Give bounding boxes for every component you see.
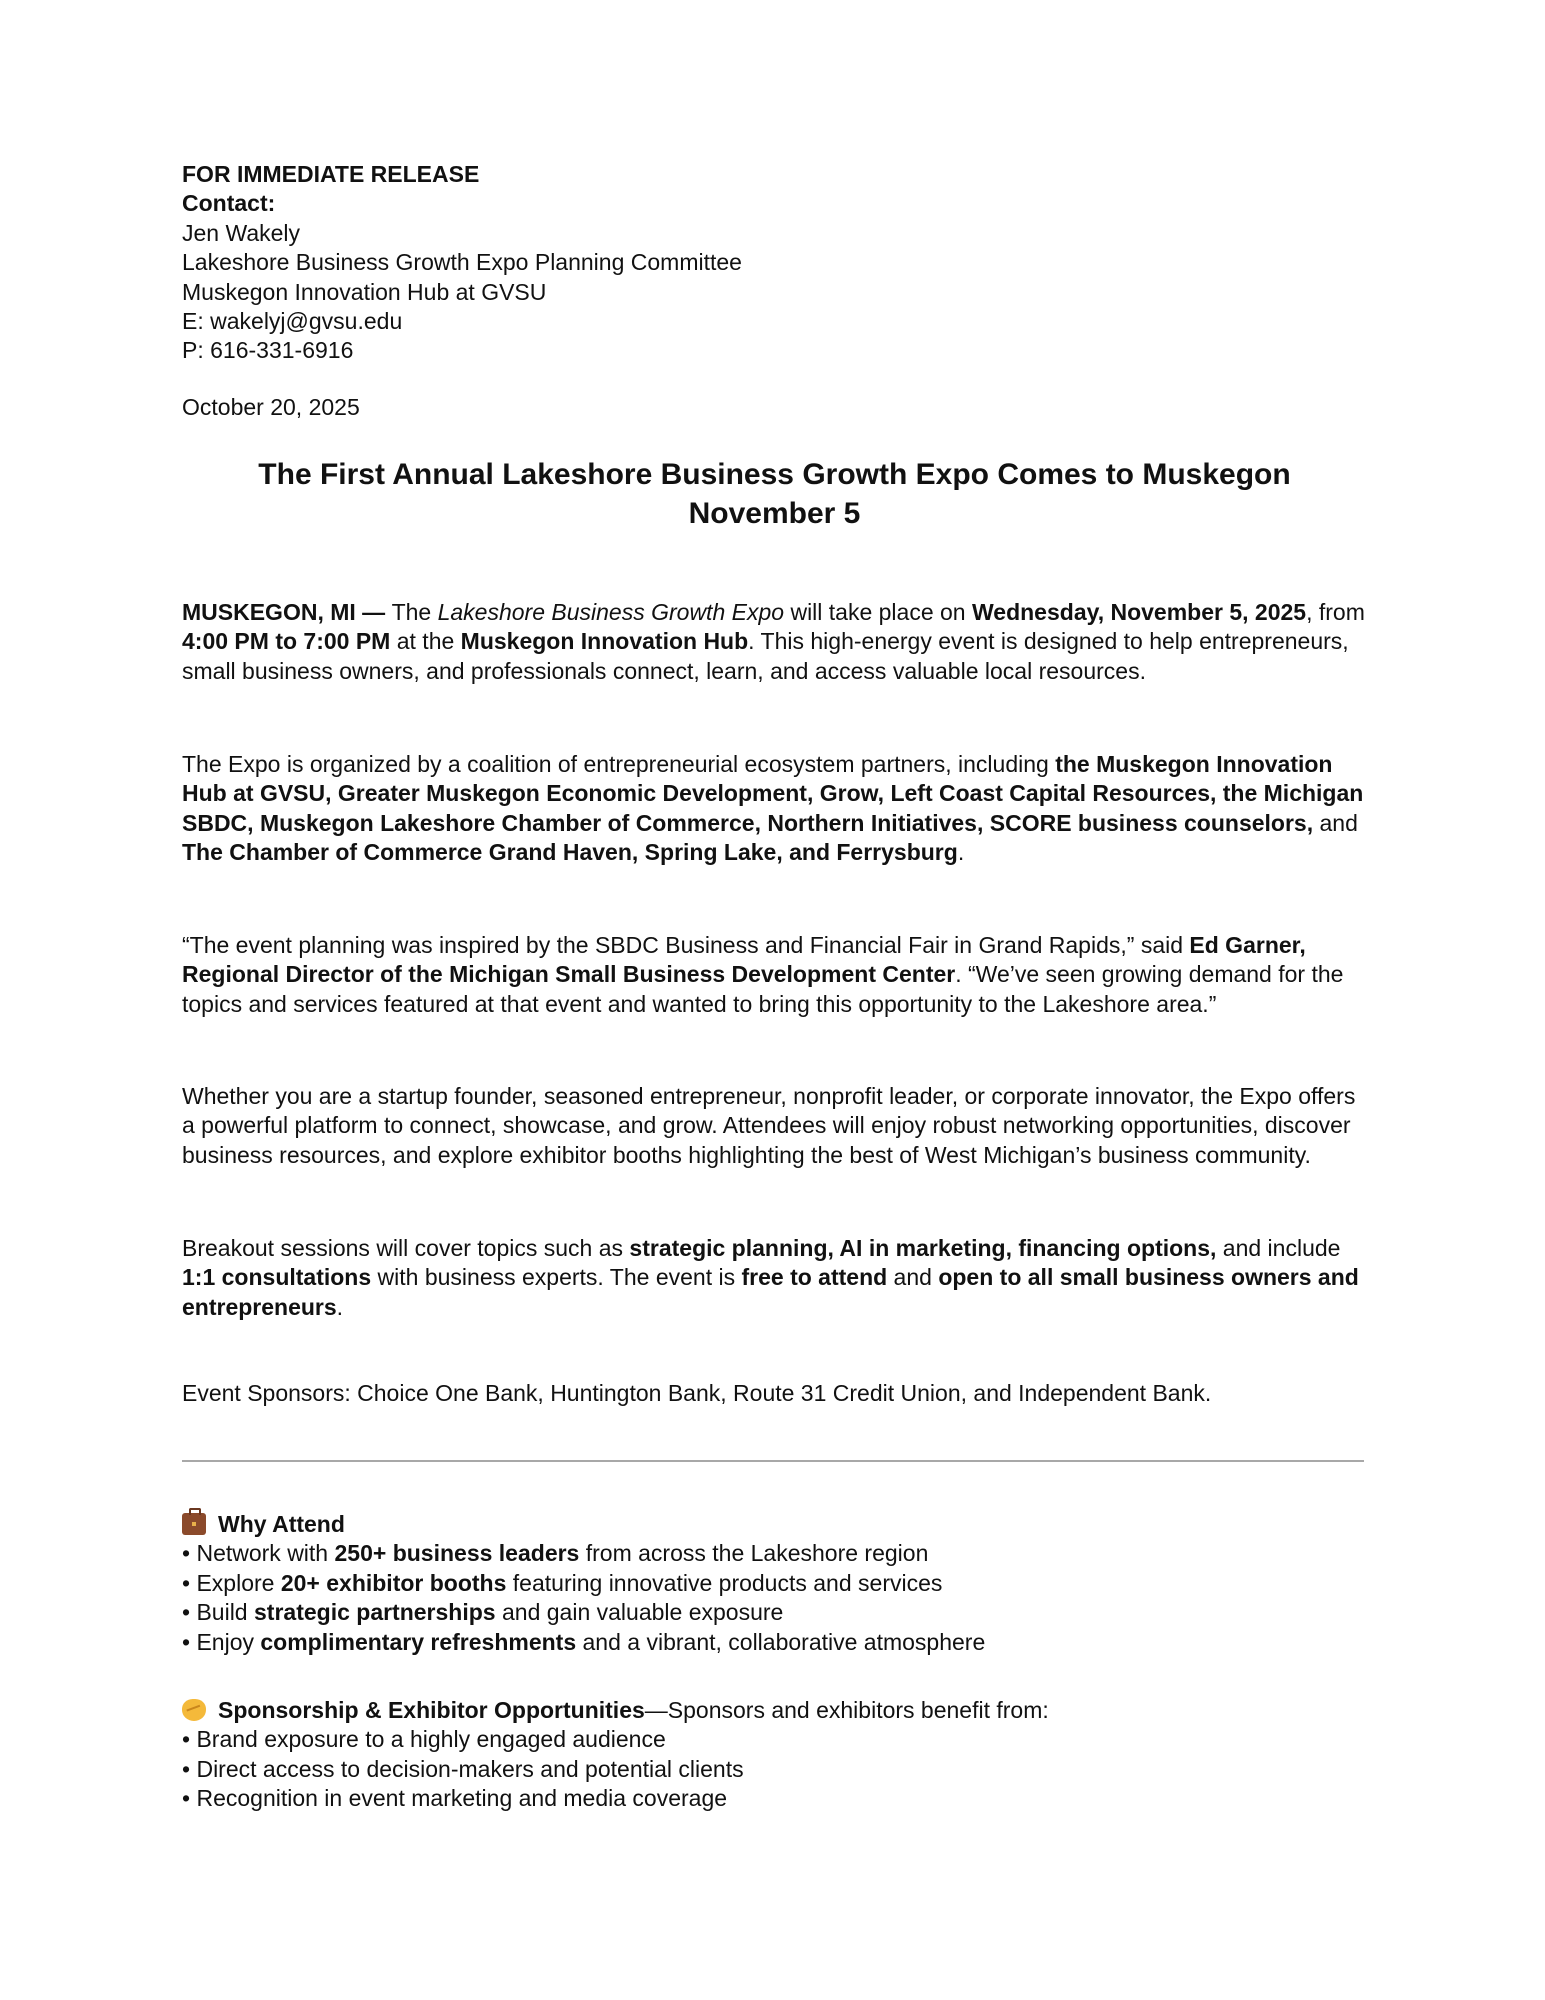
list-item bbox=[182, 1725, 1367, 1754]
bold-text: Wednesday, November 5, 2025 bbox=[972, 599, 1307, 625]
list-item bbox=[182, 1784, 1367, 1813]
bold-text: Ed Garner, Regional Director of the Michigan Small Business Development Center bbox=[182, 932, 1306, 988]
text-run: Enjoy bbox=[196, 1628, 261, 1655]
text-run: . bbox=[957, 839, 965, 866]
bold-text: The Chamber of Commerce Grand Haven, Spring Lake, and Ferrysburg bbox=[182, 839, 958, 866]
bold-text: the Muskegon Innovation Hub at GVSU, Greater Muskegon Economic Development, Grow, Left Coast Capital Resources, the Michigan SBDC, Muskegon Lakeshore Chamber of Commerce, Northern Initiatives, SCORE business counselors, bbox=[182, 751, 1364, 836]
briefcase-icon bbox=[182, 1513, 206, 1535]
text-run: Build bbox=[196, 1599, 254, 1626]
text-run: and a vibrant, collaborative atmosphere bbox=[576, 1628, 986, 1655]
bold-text: 250+ business leaders bbox=[334, 1540, 580, 1567]
paragraph bbox=[182, 931, 1367, 1019]
text-run: . “We’ve seen growing demand for the topics and services featured at that event and wanted to bring this opportunity to the Lakeshore area.” bbox=[182, 961, 1344, 1017]
text-run: and include bbox=[1216, 1235, 1341, 1261]
text-run: “The event planning was inspired by the SBDC Business and Financial Fair in Grand Rapids,” said bbox=[182, 932, 1190, 958]
paragraph bbox=[182, 1082, 1367, 1170]
contact-block bbox=[182, 160, 1367, 366]
text-run: Direct access to decision-makers and potential clients bbox=[196, 1755, 744, 1782]
page-title: The First Annual Lakeshore Business Growth Expo Comes to Muskegon November 5 bbox=[258, 458, 1291, 530]
paragraph bbox=[182, 598, 1367, 686]
list-item bbox=[182, 1628, 1367, 1657]
why-attend-list bbox=[182, 1539, 1367, 1657]
bold-text: free to attend bbox=[741, 1264, 888, 1291]
bold-text: Muskegon Innovation Hub bbox=[460, 628, 749, 655]
list-item bbox=[182, 1539, 1367, 1568]
sponsorship-section bbox=[182, 1696, 1367, 1814]
bold-text: 20+ exhibitor booths bbox=[280, 1569, 507, 1596]
bold-text: MUSKEGON, MI — bbox=[182, 599, 392, 625]
text-run: The Expo is organized by a coalition of entrepreneurial ecosystem partners, including bbox=[182, 751, 1056, 777]
sponsorship-list bbox=[182, 1725, 1367, 1813]
list-item bbox=[182, 1755, 1367, 1784]
text-run: and bbox=[887, 1264, 939, 1291]
text-run: and gain valuable exposure bbox=[495, 1599, 784, 1626]
text-run: . bbox=[336, 1293, 344, 1320]
text-run: will take place on bbox=[784, 599, 972, 625]
text-run: Event Sponsors: Choice One Bank, Huntington Bank, Route 31 Credit Union, and Independent Bank. bbox=[182, 1380, 1212, 1406]
sponsorship-heading: Sponsorship & Exhibitor Opportunities bbox=[218, 1697, 645, 1723]
text-run: Brand exposure to a highly engaged audience bbox=[196, 1726, 666, 1753]
why-attend-section bbox=[182, 1510, 1367, 1657]
release-date: October 20, 2025 bbox=[182, 394, 360, 420]
text-run: with business experts. The event is bbox=[371, 1264, 742, 1291]
text-run: from across the Lakeshore region bbox=[579, 1540, 929, 1567]
text-run: . This high-energy event is designed to help entrepreneurs, small business owners, and professionals connect, learn, and access valuable local resources. bbox=[182, 628, 1349, 684]
divider bbox=[182, 1460, 1364, 1462]
bold-text: complimentary refreshments bbox=[260, 1628, 577, 1655]
handshake-icon bbox=[182, 1699, 206, 1721]
bold-text: strategic partnerships bbox=[254, 1599, 496, 1626]
bold-text: strategic planning, AI in marketing, financing options, bbox=[629, 1235, 1217, 1261]
release-label: FOR IMMEDIATE RELEASE bbox=[182, 161, 480, 187]
text-run: featuring innovative products and services bbox=[506, 1569, 943, 1596]
contact-committee: Lakeshore Business Growth Expo Planning Committee bbox=[182, 249, 742, 276]
text-run: The bbox=[391, 599, 438, 625]
contact-org: Muskegon Innovation Hub at GVSU bbox=[182, 278, 547, 305]
contact-phone: P: 616-331-6916 bbox=[182, 337, 354, 364]
paragraph bbox=[182, 1234, 1367, 1322]
contact-label: Contact: bbox=[182, 190, 276, 217]
list-item bbox=[182, 1598, 1367, 1627]
italic-text: Lakeshore Business Growth Expo bbox=[437, 599, 785, 625]
text-run: Explore bbox=[196, 1569, 281, 1596]
list-item bbox=[182, 1569, 1367, 1598]
text-run: and bbox=[1313, 809, 1358, 836]
bold-text: 4:00 PM to 7:00 PM bbox=[182, 628, 391, 655]
bold-text: open to all small business owners and entrepreneurs bbox=[182, 1264, 1359, 1320]
contact-email: E: wakelyj@gvsu.edu bbox=[182, 308, 403, 335]
text-run: at the bbox=[390, 628, 461, 655]
text-run: Network with bbox=[196, 1540, 335, 1567]
contact-name: Jen Wakely bbox=[182, 219, 301, 246]
text-run: Breakout sessions will cover topics such as bbox=[182, 1235, 630, 1261]
sponsors-paragraph bbox=[182, 1379, 1367, 1408]
text-run: Whether you are a startup founder, seasoned entrepreneur, nonprofit leader, or corporate innovator, the Expo offers a powerful platform to connect, showcase, and grow. Attendees will enjoy robust networking opportunities, discover business resources, and explore exhibitor booths highlighting the best of West Michigan’s business community. bbox=[182, 1083, 1356, 1168]
text-run: , from bbox=[1306, 599, 1365, 625]
sponsorship-intro: —Sponsors and exhibitors benefit from: bbox=[644, 1697, 1049, 1723]
paragraph bbox=[182, 750, 1367, 868]
text-run: Recognition in event marketing and media coverage bbox=[196, 1785, 728, 1812]
bold-text: 1:1 consultations bbox=[182, 1264, 372, 1291]
why-attend-heading: Why Attend bbox=[218, 1511, 345, 1537]
